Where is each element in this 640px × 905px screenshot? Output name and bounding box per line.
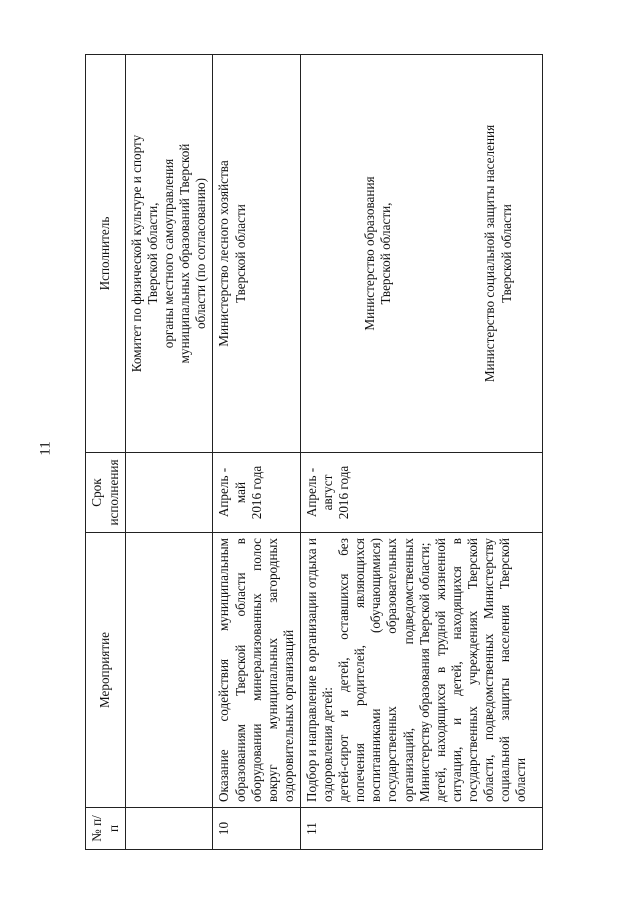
executor-line: Тверской области [498, 204, 514, 303]
cell-event [126, 533, 213, 808]
cell-term [213, 453, 300, 533]
events-table [85, 54, 543, 850]
event-paragraph: детей-сирот и детей, оставшихся без попечения родителей, являющихся воспитанниками (обучающимися) государственных образовательных организаций, подведомственных Министерству образования Тверской области; [336, 538, 432, 802]
executor-line: Комитет по физической культуре и спорту [129, 134, 144, 373]
executor-line: Тверской области [232, 204, 248, 303]
header-event: Мероприятие [86, 533, 126, 808]
term-line: Апрель - [216, 467, 232, 518]
header-num: № п/п [86, 808, 126, 850]
term-line: 2016 года [336, 465, 352, 520]
executor-line: Министерство лесного хозяйства [216, 160, 232, 347]
header-term: Срок исполнения [86, 453, 126, 533]
cell-term [300, 453, 542, 533]
cell-executor [126, 55, 213, 453]
page-number: 11 [37, 441, 54, 456]
cell-event [300, 533, 542, 808]
cell-event: Оказание содействия муниципальным образованиям Тверской области в оборудовании минерализованных полос вокруг муниципальных загородных оздоровительных организаций [213, 533, 300, 808]
executor-line: области (по согласованию) [193, 177, 209, 330]
term-line: май [232, 481, 248, 504]
cell-num [126, 808, 213, 850]
cell-term [126, 453, 213, 533]
table-row-continuation [126, 55, 213, 850]
executor-line: Министерство социальной защиты населения [482, 124, 498, 383]
event-paragraph: Подбор и направление в организации отдыха и оздоровления детей: [303, 538, 336, 802]
cell-executor [213, 55, 300, 453]
executor-soc [482, 60, 514, 447]
rotated-table-container [85, 55, 529, 850]
cell-executor [300, 55, 542, 453]
table-header-row [86, 55, 126, 850]
term-line: август [320, 474, 336, 511]
cell-num: 10 [213, 808, 300, 850]
event-paragraph: детей, находящихся в трудной жизненной ситуации, и детей, находящихся в государственных учреждениях Тверской области, подведомственных Министерству социальной защиты населения Тверской области [432, 538, 529, 802]
table-row-11 [300, 55, 542, 850]
header-executor: Исполнитель [86, 55, 126, 453]
executor-line: муниципальных образований Тверской [177, 143, 193, 364]
term-line: 2016 года [248, 465, 264, 520]
executor-edu [362, 60, 394, 447]
table-row-10 [213, 55, 300, 850]
executor-line: органы местного самоуправления [161, 158, 177, 349]
term-line: Апрель - [303, 467, 319, 518]
executor-line: Тверской области, [378, 202, 394, 305]
executor-line: Тверской области, [145, 202, 161, 305]
executor-line: Министерство образования [362, 176, 378, 331]
cell-num: 11 [300, 808, 542, 850]
